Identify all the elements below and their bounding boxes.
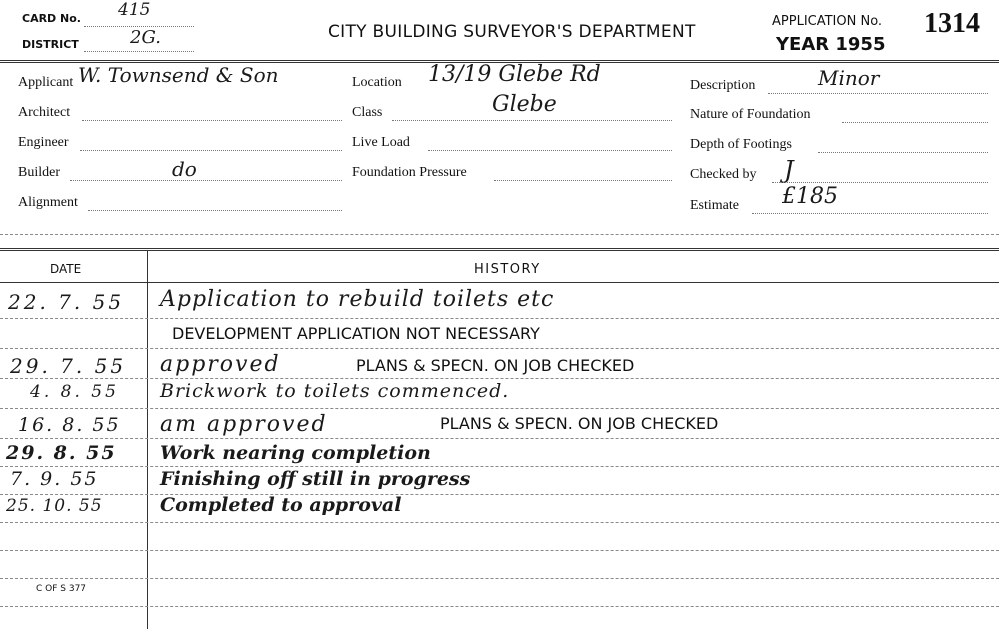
- checked-by-value: J: [784, 156, 794, 184]
- description-line: [768, 93, 988, 94]
- depth-of-footings-label: Depth of Footings: [690, 137, 792, 152]
- estimate-value: £185: [782, 184, 838, 209]
- history-entry: Work nearing completion: [160, 442, 431, 464]
- description-label: Description: [690, 78, 756, 93]
- history-entry: Finishing off still in progress: [160, 468, 471, 490]
- builder-value: do: [172, 157, 197, 181]
- table-top-divider: [0, 248, 999, 251]
- history-date: 29. 7. 55: [10, 354, 127, 378]
- row-line: [0, 494, 999, 495]
- row-line: [0, 438, 999, 439]
- history-entry: approved: [160, 352, 281, 377]
- history-header: HISTORY: [474, 262, 541, 277]
- location-value: 13/19 Glebe Rd: [428, 62, 601, 87]
- history-entry: am approved: [160, 412, 328, 437]
- history-date: 16. 8. 55: [18, 414, 121, 436]
- estimate-label: Estimate: [690, 198, 739, 213]
- nature-line: [842, 122, 988, 123]
- pressure-line: [494, 180, 672, 181]
- liveload-line: [428, 150, 672, 151]
- pressure-label: Foundation Pressure: [352, 165, 467, 180]
- department-title: CITY BUILDING SURVEYOR'S DEPARTMENT: [328, 22, 696, 42]
- row-line: [0, 578, 999, 579]
- history-date: 29. 8. 55: [6, 442, 117, 464]
- card-no-value: 415: [118, 0, 151, 20]
- history-date: 7. 9. 55: [10, 468, 99, 490]
- row-line: [0, 378, 999, 379]
- history-stamp: PLANS & SPECN. ON JOB CHECKED: [356, 356, 635, 375]
- date-column-divider: [147, 251, 148, 629]
- row-line: [0, 408, 999, 409]
- class-label: Class: [352, 105, 383, 120]
- architect-line: [82, 120, 342, 121]
- card-no-label: CARD No.: [22, 12, 81, 25]
- builder-label: Builder: [18, 165, 60, 180]
- class-line: [392, 120, 672, 121]
- history-entry: Application to rebuild toilets etc: [160, 287, 555, 312]
- nature-of-foundation-label: Nature of Foundation: [690, 107, 811, 122]
- checked-by-label: Checked by: [690, 167, 757, 182]
- history-stamp: DEVELOPMENT APPLICATION NOT NECESSARY: [172, 324, 540, 343]
- row-line: [0, 466, 999, 467]
- row-line: [0, 606, 999, 607]
- row-line: [0, 348, 999, 349]
- row-line: [0, 522, 999, 523]
- depth-line: [818, 152, 988, 153]
- architect-label: Architect: [18, 105, 71, 120]
- engineer-line: [80, 150, 342, 151]
- description-value: Minor: [818, 66, 880, 90]
- history-stamp: PLANS & SPECN. ON JOB CHECKED: [440, 414, 719, 433]
- district-line: [84, 51, 194, 52]
- checked-line: [772, 182, 988, 183]
- history-date: 4. 8. 55: [30, 382, 119, 402]
- alignment-line: [88, 210, 342, 211]
- estimate-line: [752, 213, 988, 214]
- field-area-guide: [0, 234, 999, 235]
- history-date: 22. 7. 55: [8, 290, 125, 314]
- history-entry: Completed to approval: [160, 494, 402, 516]
- location-value-2: Glebe: [492, 92, 557, 117]
- district-value: 2G.: [130, 27, 161, 48]
- applicant-value: W. Townsend & Son: [78, 63, 279, 87]
- history-entry: Brickwork to toilets commenced.: [160, 380, 510, 402]
- row-line: [0, 318, 999, 319]
- form-code: C OF S 377: [36, 584, 87, 594]
- history-date: 25. 10. 55: [6, 496, 103, 516]
- table-header-divider: [0, 282, 999, 283]
- engineer-label: Engineer: [18, 135, 69, 150]
- builder-line: [70, 180, 342, 181]
- row-line: [0, 550, 999, 551]
- application-number: 1314: [924, 8, 980, 39]
- application-no-label: APPLICATION No.: [772, 14, 883, 29]
- location-label: Location: [352, 75, 402, 90]
- alignment-label: Alignment: [18, 195, 78, 210]
- year: YEAR 1955: [776, 34, 886, 55]
- date-header: DATE: [50, 262, 82, 276]
- liveload-label: Live Load: [352, 135, 410, 150]
- applicant-label: Applicant: [18, 75, 74, 90]
- district-label: DISTRICT: [22, 38, 79, 51]
